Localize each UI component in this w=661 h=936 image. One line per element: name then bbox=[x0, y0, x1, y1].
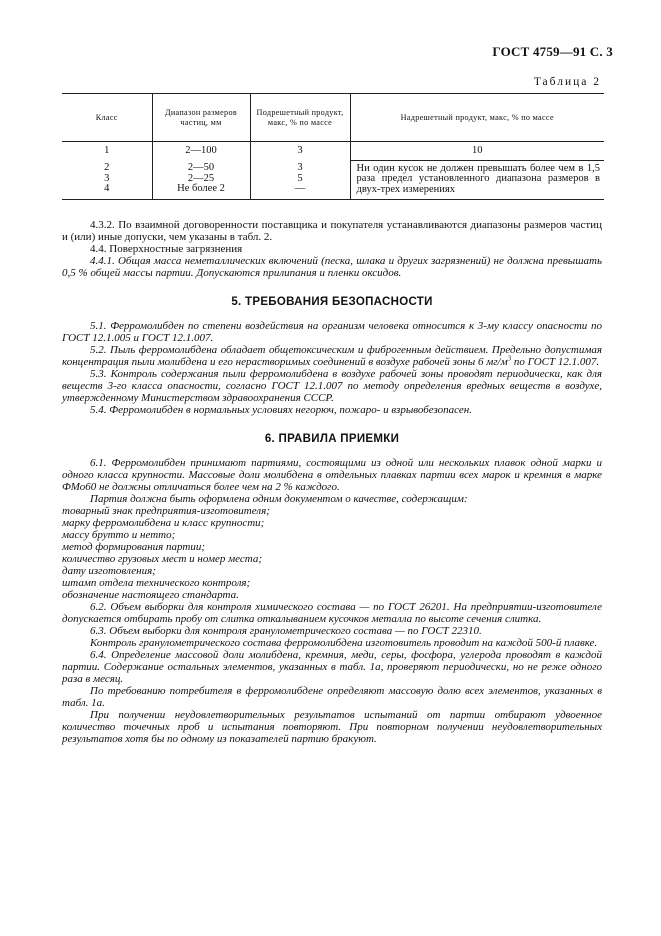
list-item: обозначение настоящего стандарта. bbox=[62, 589, 239, 601]
list-item: дату изготовления; bbox=[62, 565, 156, 577]
section-heading-6: 6. ПРАВИЛА ПРИЕМКИ bbox=[264, 433, 400, 445]
cell-class: 3 bbox=[104, 172, 110, 184]
cell-range: 2—25 bbox=[187, 172, 215, 184]
table-2 bbox=[62, 93, 604, 200]
paragraph-6-2: 6.2. Объем выборки для контроля химического состава — по ГОСТ 26201. На предприятии-изготовителе допускается отбирать пробу от слитка откалыванием кусочков металла по высоте сечения слитка. bbox=[62, 601, 602, 625]
cell-range: 2—50 bbox=[187, 162, 215, 173]
col-header-undersize: Подрешетный продукт, макс, % по массе bbox=[250, 94, 350, 142]
paragraph-6-3-b: Контроль гранулометрического состава ферромолибдена изготовитель проводит на каждой 500-й плавке. bbox=[90, 637, 598, 649]
cell-range: Не более 2 bbox=[177, 183, 225, 194]
paragraph-4-3-2: 4.3.2. По взаимной договоренности поставщика и покупателя устанавливаются диапазоны размеров частиц и (или) иные допуски, чем указаны в табл. 2. bbox=[62, 219, 602, 243]
cell-class: 4 bbox=[104, 183, 110, 194]
cell-class-group bbox=[62, 160, 152, 200]
paragraph-5-2-text: 5.2. Пыль ферромолибдена обладает общетоксическим и фиброгенным действием. Предельно допустимая концентрация пыли молибдена и его нерастворимых соединений в воздухе рабочей зоны 6 мг/м bbox=[62, 344, 602, 368]
paragraph-6-3: 6.3. Объем выборки для контроля гранулометрического состава — по ГОСТ 22310. bbox=[90, 625, 482, 637]
cell-oversize: 10 bbox=[350, 142, 604, 161]
cell-range: 2—100 bbox=[152, 142, 250, 161]
paragraph-party: Партия должна быть оформлена одним документом о качестве, содержащим: bbox=[90, 493, 468, 505]
table-caption: Таблица 2 bbox=[533, 76, 601, 88]
cell-class: 1 bbox=[104, 145, 110, 156]
table-row bbox=[62, 142, 604, 161]
list-item: метод формирования партии; bbox=[62, 541, 205, 553]
paragraph-6-4: 6.4. Определение массовой доли молибдена, кремния, меди, серы, фосфора, углерода проводят в каждой партии. Содержание остальных элементов, указанных в табл. 1а, проверяют периодически, но не реже одного раза в месяц. bbox=[62, 649, 602, 685]
superscript-3: 3 bbox=[507, 354, 512, 363]
col-header-oversize: Надрешетный продукт, макс, % по массе bbox=[350, 94, 604, 142]
paragraph-5-2 bbox=[62, 344, 602, 368]
list-item: количество грузовых мест и номер места; bbox=[62, 553, 262, 565]
cell-undersize: 5 bbox=[297, 172, 303, 184]
paragraph-5-2-tail: по ГОСТ 12.1.007. bbox=[511, 356, 600, 368]
col-header-class: Класс bbox=[62, 94, 152, 142]
cell-undersize: 3 bbox=[250, 142, 350, 161]
paragraph-5-1: 5.1. Ферромолибден по степени воздействия на организм человека относится к 3-му классу опасности по ГОСТ 12.1.005 и ГОСТ 12.1.007. bbox=[62, 320, 602, 344]
table-row-group bbox=[62, 160, 604, 200]
table-header-row bbox=[62, 94, 604, 142]
list-item: штамп отдела технического контроля; bbox=[62, 577, 251, 589]
paragraph-4-4-1: 4.4.1. Общая масса неметаллических включений (песка, шлака и других загрязнений) не должна превышать 0,5 % общей массы партии. Допускаются прилипания и пленки оксидов. bbox=[62, 255, 602, 279]
col-header-range: Диапазон размеров частиц, мм bbox=[152, 94, 250, 142]
body-text bbox=[62, 219, 602, 745]
cell-class: 2 bbox=[104, 162, 110, 173]
paragraph-6-4-c: При получении неудовлетворительных результатов испытаний от партии отбирают удвоенное количество точечных проб и испытания повторяют. При повторном получении неудовлетворительных результатов хотя бы по одному из показателей партию бракуют. bbox=[62, 709, 602, 745]
cell-undersize: 3 bbox=[297, 162, 303, 173]
paragraph-5-3: 5.3. Контроль содержания пыли ферромолибдена в воздухе рабочей зоны проводят периодически, как для веществ 3-го класса опасности, согласно ГОСТ 12.1.007 по методу определения вредных веществ в воздухе, утвержденному Министерством здравоохранения СССР. bbox=[62, 368, 602, 404]
page-header: ГОСТ 4759—91 С. 3 bbox=[492, 44, 613, 59]
cell-range-group bbox=[152, 160, 250, 200]
list-item: марку ферромолибдена и класс крупности; bbox=[62, 517, 265, 529]
paragraph-6-1: 6.1. Ферромолибден принимают партиями, состоящими из одной или нескольких плавок одной марки и одного класса крупности. Массовые доли молибдена в отдельных плавках партии всех марок и кремния в марке ФМо60 не должны отличаться более чем на 2 % каждого. bbox=[62, 457, 602, 493]
cell-oversize-note: Ни один кусок не должен превышать более чем в 1,5 раза предел установленного диапазона размеров в двух-трех измерениях bbox=[350, 160, 604, 200]
list-item: товарный знак предприятия-изготовителя; bbox=[62, 505, 270, 517]
cell-undersize: — bbox=[294, 183, 306, 194]
section-heading-5: 5. ТРЕБОВАНИЯ БЕЗОПАСНОСТИ bbox=[231, 296, 433, 308]
paragraph-4-4: 4.4. Поверхностные загрязнения bbox=[90, 243, 243, 255]
paragraph-6-4-b: По требованию потребителя в ферромолибдене определяют массовую долю всех элементов, указанных в табл. 1а. bbox=[62, 685, 602, 709]
paragraph-5-4: 5.4. Ферромолибден в нормальных условиях негорюч, пожаро- и взрывобезопасен. bbox=[90, 404, 472, 416]
list-item: массу брутто и нетто; bbox=[62, 529, 176, 541]
cell-undersize-group bbox=[250, 160, 350, 200]
